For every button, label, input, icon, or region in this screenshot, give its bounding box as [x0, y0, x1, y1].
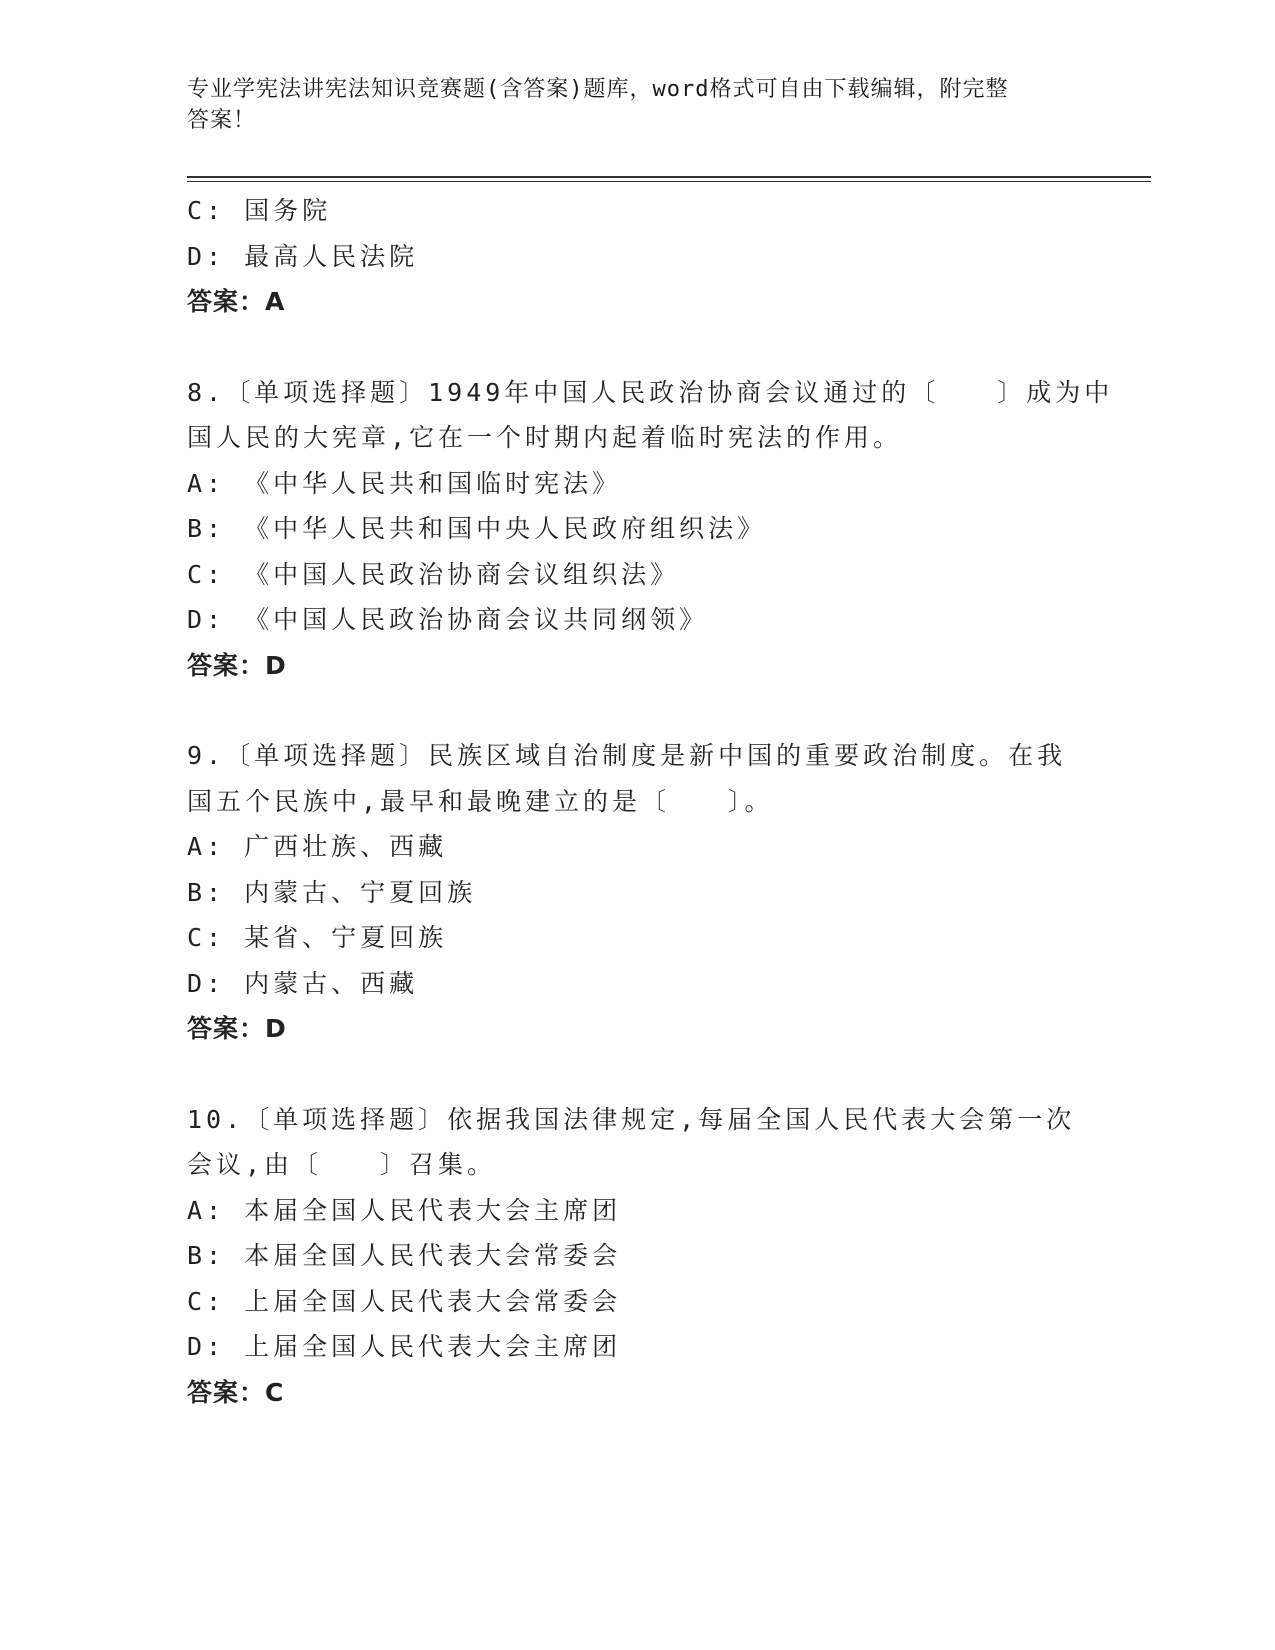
question-block-8	[187, 370, 1114, 689]
option-a: A: 本届全国人民代表大会主席团	[187, 1195, 622, 1225]
option-c: C: 国务院	[187, 196, 332, 225]
option-c: C: 上届全国人民代表大会常委会	[187, 1286, 622, 1316]
spacer	[187, 688, 1087, 733]
question-stem: 国五个民族中,最早和最晚建立的是〔 〕。	[187, 786, 774, 816]
spacer	[187, 1052, 1087, 1097]
question-stem: 会议,由〔 〕召集。	[187, 1150, 497, 1179]
header-line-2: 答案！	[187, 108, 257, 133]
question-list	[187, 188, 1114, 1415]
option-b: B: 内蒙古、宁夏回族	[187, 877, 477, 907]
option-c: C: 《中国人民政治协商会议组织法》	[187, 559, 680, 589]
answer-line: 答案：A	[187, 287, 286, 316]
question-stem: 8.〔单项选择题〕1949年中国人民政治协商会议通过的〔 〕成为中	[187, 377, 1114, 407]
question-block-9	[187, 733, 1087, 1052]
header-line-1: 专业学宪法讲宪法知识竞赛题(含答案)题库，word格式可自由下载编辑，附完整	[187, 77, 1009, 102]
question-stem: 10.〔单项选择题〕依据我国法律规定,每届全国人民代表大会第一次	[187, 1104, 1076, 1134]
question-stem: 9.〔单项选择题〕民族区域自治制度是新中国的重要政治制度。在我	[187, 741, 1067, 770]
option-d: D: 上届全国人民代表大会主席团	[187, 1332, 622, 1361]
header-divider-thick	[187, 176, 1151, 178]
answer-line: 答案：D	[187, 650, 287, 680]
answer-line: 答案：D	[187, 1014, 287, 1043]
option-a: A: 《中华人民共和国临时宪法》	[187, 468, 622, 498]
question-block-10	[187, 1097, 1087, 1416]
question-stem: 国人民的大宪章,它在一个时期内起着临时宪法的作用。	[187, 423, 903, 452]
header-divider-thin	[187, 181, 1151, 182]
spacer	[187, 325, 1087, 370]
option-d: D: 《中国人民政治协商会议共同纲领》	[187, 605, 709, 634]
option-c: C: 某省、宁夏回族	[187, 923, 448, 952]
option-b: B: 本届全国人民代表大会常委会	[187, 1241, 622, 1270]
option-a: A: 广西壮族、西藏	[187, 832, 448, 861]
question-block-7-tail	[187, 188, 1087, 325]
option-d: D: 内蒙古、西藏	[187, 968, 419, 998]
answer-line: 答案：C	[187, 1377, 285, 1407]
option-d: D: 最高人民法院	[187, 241, 419, 271]
document-header	[187, 74, 1067, 136]
option-b: B: 《中华人民共和国中央人民政府组织法》	[187, 514, 767, 543]
